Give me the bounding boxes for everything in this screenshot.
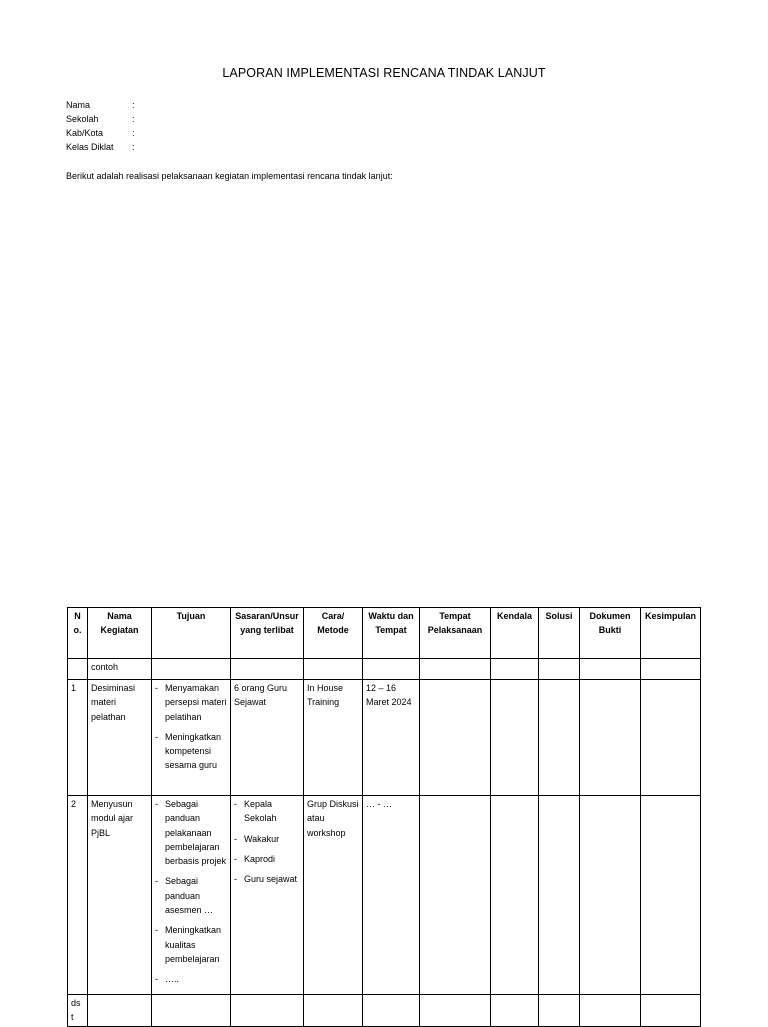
identity-label: Kelas Diklat: [66, 142, 114, 152]
table-cell: [420, 796, 491, 995]
table-cell: [152, 659, 231, 680]
goal-item: - Menyamakan persepsi materi pelatihan: [155, 681, 227, 724]
goal-item: - Sebagai panduan asesmen …: [155, 874, 227, 917]
header-no: N o.: [68, 608, 88, 659]
header-dokumen-bukti: Dokumen Bukti: [580, 608, 641, 659]
intro-text: Berikut adalah realisasi pelaksanaan kegiatan implementasi rencana tindak lanjut:: [66, 171, 393, 181]
row-number: 2: [68, 796, 88, 995]
table-cell: [539, 995, 580, 1027]
table-cell: [363, 995, 420, 1027]
table-cell: [580, 659, 641, 680]
table-cell: [491, 659, 539, 680]
table-row-example: [68, 659, 701, 680]
table-cell: [420, 995, 491, 1027]
table-cell: [641, 796, 701, 995]
target-item: - Kaprodi: [234, 852, 300, 866]
method-cell: Grup Diskusi atau workshop: [304, 796, 363, 995]
table-row: [68, 796, 701, 995]
row-number: 1: [68, 680, 88, 796]
activity-name: Desiminasi materi pelathan: [88, 680, 152, 796]
header-tempat: Tempat Pelaksanaan: [420, 608, 491, 659]
identity-row-nama: [66, 98, 135, 112]
goals-cell: [152, 680, 231, 796]
table-cell: [641, 659, 701, 680]
example-label: contoh: [88, 659, 152, 680]
identity-colon: :: [132, 128, 135, 138]
table-cell: [641, 680, 701, 796]
table-cell: [420, 659, 491, 680]
table-cell: [539, 680, 580, 796]
target-item: - Wakakur: [234, 832, 300, 846]
table-cell: [580, 680, 641, 796]
time-cell: 12 – 16 Maret 2024: [363, 680, 420, 796]
table-cell: [68, 659, 88, 680]
header-kesimpulan: Kesimpulan: [641, 608, 701, 659]
table-cell: [580, 995, 641, 1027]
row-number: ds t: [68, 995, 88, 1027]
table-row-dst: [68, 995, 701, 1027]
identity-block: [66, 98, 135, 154]
page-title: LAPORAN IMPLEMENTASI RENCANA TINDAK LANJUT: [222, 66, 546, 80]
goal-item: - Sebagai panduan pelakanaan pembelajaran berbasis projek: [155, 797, 227, 868]
identity-row-sekolah: [66, 112, 135, 126]
header-solusi: Solusi: [539, 608, 580, 659]
table-cell: [88, 995, 152, 1027]
header-sasaran: Sasaran/Unsur yang terlibat: [231, 608, 304, 659]
target-item: - Guru sejawat: [234, 872, 300, 886]
table-cell: [491, 796, 539, 995]
target-cell: [231, 796, 304, 995]
table-cell: [152, 995, 231, 1027]
table-cell: [539, 659, 580, 680]
identity-colon: :: [132, 114, 135, 124]
table-cell: [231, 659, 304, 680]
activity-name: Menyusun modul ajar PjBL: [88, 796, 152, 995]
header-kendala: Kendala: [491, 608, 539, 659]
time-cell: … - …: [363, 796, 420, 995]
header-cara-metode: Cara/ Metode: [304, 608, 363, 659]
table-cell: [641, 995, 701, 1027]
target-cell: 6 orang Guru Sejawat: [231, 680, 304, 796]
identity-colon: :: [132, 100, 135, 110]
table-cell: [304, 995, 363, 1027]
table-cell: [420, 680, 491, 796]
implementation-table: [67, 607, 701, 1027]
table-row: [68, 680, 701, 796]
identity-label: Sekolah: [66, 114, 99, 124]
identity-row-kelas-diklat: [66, 140, 135, 154]
table-cell: [231, 995, 304, 1027]
table-header-row: [68, 608, 701, 659]
identity-row-kab-kota: [66, 126, 135, 140]
method-cell: In House Training: [304, 680, 363, 796]
target-item: - Kepala Sekolah: [234, 797, 300, 826]
table-cell: [580, 796, 641, 995]
table-cell: [539, 796, 580, 995]
table-cell: [363, 659, 420, 680]
header-nama-kegiatan: Nama Kegiatan: [88, 608, 152, 659]
goal-item: - Meningkatkan kualitas pembelajaran: [155, 923, 227, 966]
table-cell: [491, 680, 539, 796]
identity-label: Kab/Kota: [66, 128, 104, 138]
goal-item: - Meningkatkan kompetensi sesama guru: [155, 730, 227, 773]
header-tujuan: Tujuan: [152, 608, 231, 659]
goal-item: - …..: [155, 972, 227, 986]
table-cell: [491, 995, 539, 1027]
identity-label: Nama: [66, 100, 91, 110]
header-waktu: Waktu dan Tempat: [363, 608, 420, 659]
identity-colon: :: [132, 142, 135, 152]
goals-cell: [152, 796, 231, 995]
table-cell: [304, 659, 363, 680]
